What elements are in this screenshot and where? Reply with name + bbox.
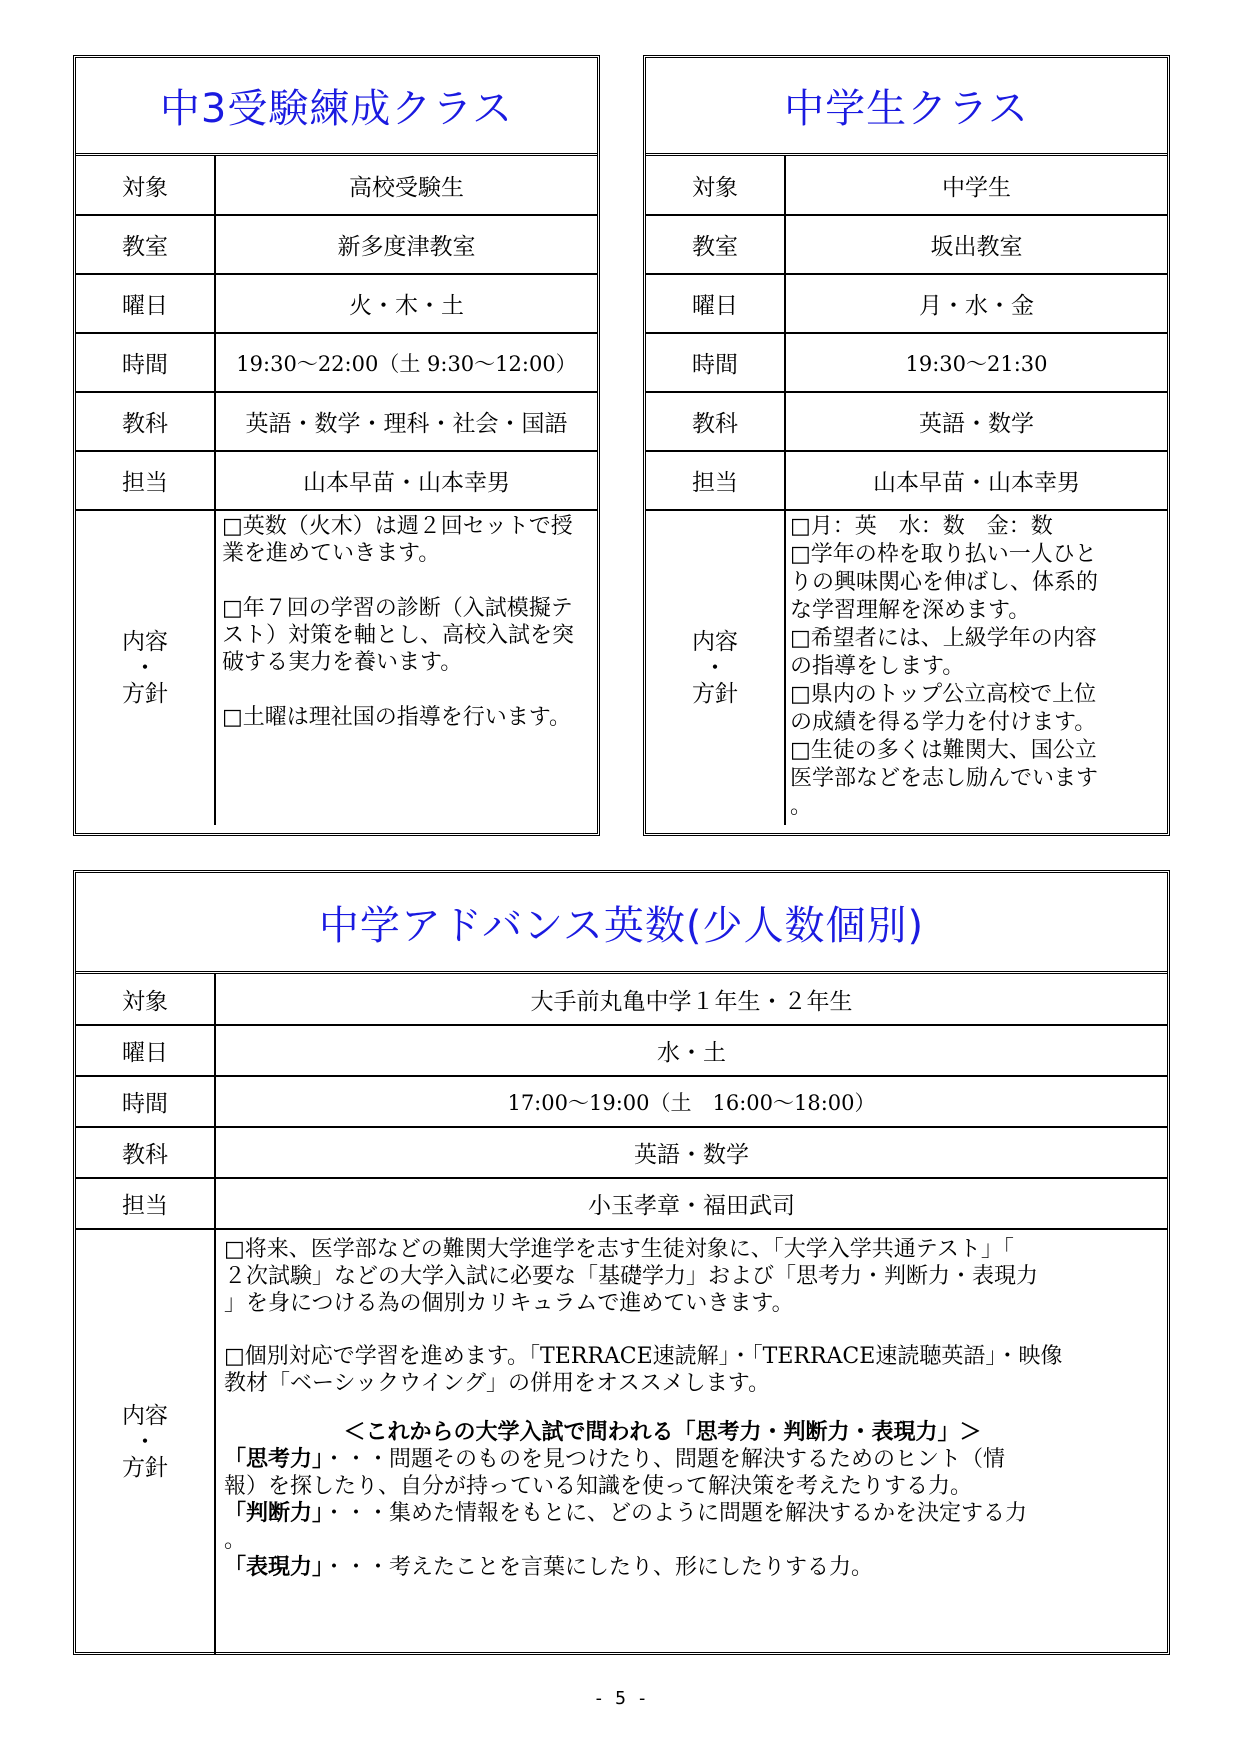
row-label: 担当 xyxy=(646,451,785,510)
row-label: 教室 xyxy=(646,215,785,274)
row-value: 英語・数学 xyxy=(785,392,1167,451)
class-b-panel xyxy=(643,55,1170,836)
table-row xyxy=(76,1229,1167,1654)
table-row xyxy=(76,274,597,333)
row-value: 山本早苗・山本幸男 xyxy=(785,451,1167,510)
table-row xyxy=(76,215,597,274)
row-label: 教室 xyxy=(76,215,215,274)
class-b-title: 中学生クラス xyxy=(646,58,1167,156)
policy-label xyxy=(646,510,785,825)
table-row xyxy=(646,451,1167,510)
policy-label xyxy=(76,510,215,825)
policy-content xyxy=(785,510,1167,825)
policy-paragraph: □英数（火木）は週２回セットで授 業を進めていきます。 xyxy=(222,514,573,566)
policy-label-line: 内容 xyxy=(122,1403,168,1429)
row-value: 大手前丸亀中学１年生・２年生 xyxy=(530,988,853,1015)
row-value: 坂出教室 xyxy=(785,215,1167,274)
row-label: 時間 xyxy=(76,1076,215,1127)
row-value: 高校受験生 xyxy=(349,174,464,201)
row-value: 英語・数学・理科・社会・国語 xyxy=(215,392,597,451)
policy-paragraph: □年７回の学習の診断（入試模擬テ スト）対策を軸とし、高校入試を突 破する実力を養います。 xyxy=(222,596,575,675)
skill-term: 「判断力」 xyxy=(224,1500,324,1526)
row-label: 対象 xyxy=(646,156,785,215)
table-row xyxy=(646,215,1167,274)
skill-term: 「思考力」 xyxy=(224,1446,324,1472)
table-row xyxy=(76,974,1167,1025)
row-label: 担当 xyxy=(76,1178,215,1229)
skill-item xyxy=(224,1500,1161,1554)
skill-desc: ・・・考えたことを言葉にしたり、形にしたりする力。 xyxy=(323,1555,874,1580)
policy-label-line: 方針 xyxy=(122,681,168,707)
row-value: 19:30～21:30 xyxy=(785,333,1167,392)
row-label: 時間 xyxy=(646,333,785,392)
table-row xyxy=(76,392,597,451)
class-a-title: 中3受験練成クラス xyxy=(76,58,597,156)
policy-content xyxy=(215,1229,1167,1654)
table-row xyxy=(646,156,1167,215)
table-row xyxy=(76,1025,1167,1076)
class-a-table xyxy=(76,156,597,825)
table-row xyxy=(76,1076,1167,1127)
class-c-table xyxy=(76,974,1167,1654)
row-label: 担当 xyxy=(76,451,215,510)
skill-item xyxy=(224,1554,1161,1581)
policy-content xyxy=(215,510,597,825)
policy-label-line: ・ xyxy=(133,655,157,681)
class-b-table xyxy=(646,156,1167,825)
policy-paragraph: □土曜は理社国の指導を行います。 xyxy=(222,705,572,730)
class-c-panel xyxy=(73,870,1170,1655)
policy-label xyxy=(76,1229,215,1654)
row-label: 曜日 xyxy=(76,1025,215,1076)
row-value: 月・水・金 xyxy=(785,274,1167,333)
row-label: 教科 xyxy=(76,392,215,451)
table-row xyxy=(76,156,597,215)
row-value: 小玉孝章・福田武司 xyxy=(215,1178,1167,1229)
table-row xyxy=(76,333,597,392)
row-label: 曜日 xyxy=(76,274,215,333)
skill-item xyxy=(224,1446,1161,1500)
table-row xyxy=(76,451,597,510)
policy-paragraph: □将来、医学部などの難関大学進学を志す生徒対象に、「大学入学共通テスト」「 ２次試験」などの大学入試に必要な「基礎学力」および「思考力・判断力・表現力 」を身につける為の個別カリキュラムで進めていきます。 xyxy=(224,1237,1039,1316)
policy-label-line: 方針 xyxy=(122,1455,168,1481)
skills-heading: ＜これからの大学入試で問われる「思考力・判断力・表現力」＞ xyxy=(343,1419,982,1445)
row-label: 時間 xyxy=(76,333,215,392)
table-row xyxy=(76,510,597,825)
row-label: 対象 xyxy=(76,156,215,215)
row-value: 火・木・土 xyxy=(215,274,597,333)
table-row xyxy=(646,392,1167,451)
policy-label-line: 方針 xyxy=(692,681,738,707)
row-value: 水・土 xyxy=(215,1025,1167,1076)
row-value: 新多度津教室 xyxy=(215,215,597,274)
row-label: 対象 xyxy=(76,974,215,1025)
table-row xyxy=(76,1127,1167,1178)
row-value: 19:30～22:00（土 9:30～12:00） xyxy=(215,333,597,392)
skill-desc: ・・・問題そのものを見つけたり、問題を解決するためのヒント（情 報）を探したり、自分が持っている知識を使って解決策を考えたりする力。 xyxy=(224,1447,1006,1499)
class-a-panel xyxy=(73,55,600,836)
page-number: - 5 - xyxy=(593,1688,648,1709)
row-value: 中学生 xyxy=(942,174,1011,201)
policy-label-line: ・ xyxy=(703,655,727,681)
policy-label-line: 内容 xyxy=(692,629,738,655)
row-value: 17:00～19:00（土 16:00～18:00） xyxy=(215,1076,1167,1127)
row-value: 山本早苗・山本幸男 xyxy=(215,451,597,510)
row-label: 教科 xyxy=(646,392,785,451)
table-row xyxy=(646,510,1167,825)
policy-label-line: 内容 xyxy=(122,629,168,655)
table-row xyxy=(646,333,1167,392)
policy-paragraph: □個別対応で学習を進めます。「TERRACE速読解」・「TERRACE速読聴英語」・映像 教材「ベーシックウイング」の併用をオススメします。 xyxy=(224,1344,1063,1396)
skill-term: 「表現力」 xyxy=(224,1554,324,1580)
policy-paragraph: □月：英 水：数 金：数 □学年の枠を取り払い一人ひと りの興味関心を伸ばし、体系的 な学習理解を深めます。 □希望者には、上級学年の内容 の指導をします。 □県内のトップ公立高校で上位 の成績を得る学力を付けます。 □生徒の多くは難関大、国公立 医学部などを志し励んでいます 。 xyxy=(790,514,1099,819)
row-label: 教科 xyxy=(76,1127,215,1178)
class-c-title: 中学アドバンス英数(少人数個別) xyxy=(76,873,1167,974)
row-label: 曜日 xyxy=(646,274,785,333)
table-row xyxy=(76,1178,1167,1229)
table-row xyxy=(646,274,1167,333)
policy-label-line: ・ xyxy=(133,1429,157,1455)
skill-desc: ・・・集めた情報をもとに、どのように問題を解決するかを決定する力 。 xyxy=(224,1501,1028,1553)
row-value: 英語・数学 xyxy=(215,1127,1167,1178)
